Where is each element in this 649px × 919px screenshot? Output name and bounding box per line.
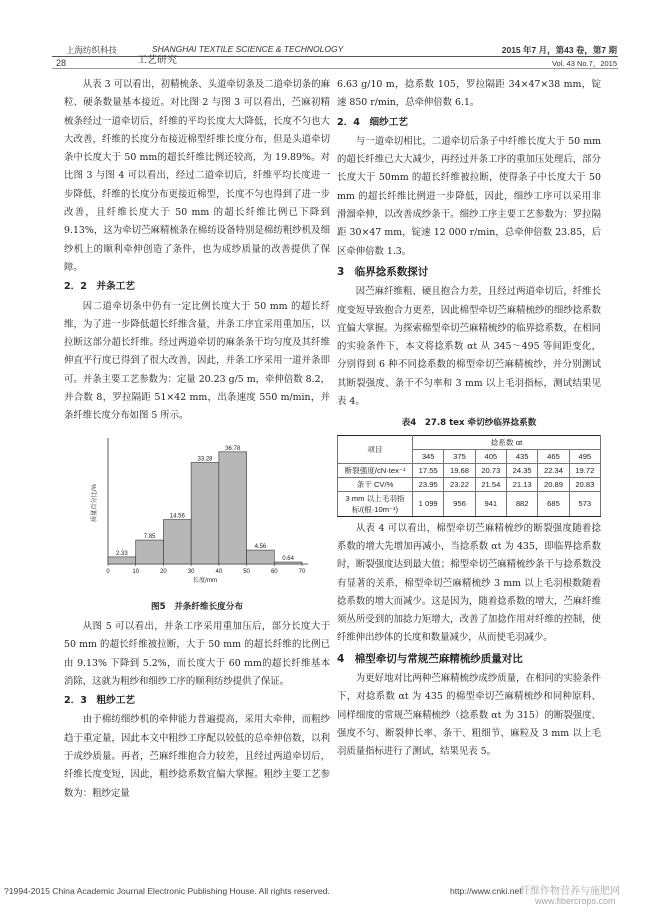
header-rule-thin bbox=[52, 68, 618, 69]
paragraph: 与一道牵切相比，二道牵切后条子中纤维长度大于 50 mm 的超长纤维已大大减少，再经过并条工序的重加压处理后，部分长度大于 50mm 的超长纤维被拉断，使得条子中长度大于 50 mm 的超长纤维比例进一步降低，因此，细纱工序可以采用非滑溜牵伸，以改善成纱条干。细纱工序主要工艺参数为：罗拉隔距 30×47 mm，锭速 12 000 r/min，总牵伸倍数 23.85，后区牵伸倍数 1.3。 bbox=[337, 135, 601, 257]
copyright-notice: ?1994-2015 China Academic Journal Electronic Publishing House. All rights reserved. bbox=[4, 886, 330, 896]
table-header-cell: 345 bbox=[413, 449, 444, 463]
twist-coefficient-table bbox=[337, 435, 601, 517]
x-tick-label: 70 bbox=[298, 568, 306, 575]
bar-value-label: 2.33 bbox=[116, 550, 128, 557]
x-tick-label: 40 bbox=[215, 568, 223, 575]
table-cell: 941 bbox=[475, 491, 506, 516]
table-title: 表4 27.8 tex 牵切纱临界捻系数 bbox=[401, 418, 537, 429]
table-cell: 24.35 bbox=[506, 463, 537, 477]
x-axis-label: 长度/mm bbox=[192, 576, 218, 584]
table-header-cell: 375 bbox=[444, 449, 475, 463]
bar bbox=[191, 462, 219, 564]
bar-value-label: 0.64 bbox=[282, 555, 294, 562]
table-cell: 20.73 bbox=[475, 463, 506, 477]
table-cell: 19.72 bbox=[569, 463, 600, 477]
section-name: 工艺研究 bbox=[137, 55, 177, 66]
paragraph: 因二道牵切条中仍有一定比例长度大于 50 mm 的超长纤维，为了进一步降低超长纤维含量，并条工序宜采用重加压，以拉断这部分超长纤维。经过两道牵切的麻条条干均匀度及其纤维伸直平行度已得到了很大改善，因此，并条工序采用一道并条即可。并条主要工艺参数为：定量 20.23 g/5 m，牵伸倍数 8.2，并合数 8，罗拉隔距 51×42 mm，出条速度 550 m/min，并条纤维长度分布如图 5 所示。 bbox=[64, 300, 330, 422]
figure-caption: 图5 并条纤维长度分布 bbox=[151, 601, 243, 612]
table-header-item: 项目 bbox=[338, 435, 413, 463]
paragraph: 为更好地对比两种苎麻精梳纱成纱质量，在相同的实验条件下，对捻系数 αt 为 435 的棉型牵切苎麻精梳纱和同种原料、同样细度的常规苎麻精梳纱（捻系数 αt 为 315）的断裂强度、强度不匀、断裂伸长率、条干、粗细节、麻粒及 3 mm 以上毛羽质量指标进行了测试，结果见表 5。 bbox=[337, 673, 601, 758]
table-header-cell: 465 bbox=[538, 449, 569, 463]
y-axis-label: 质量百分比/% bbox=[91, 483, 98, 522]
bar-value-label: 14.56 bbox=[169, 513, 185, 520]
row-label: 3 mm 以上毛羽指标/(根·10m⁻¹) bbox=[338, 491, 413, 516]
x-tick-label: 20 bbox=[160, 568, 167, 575]
bar-chart-figure-5 bbox=[64, 428, 330, 598]
watermark-text: 纤维作物营养与施肥网 bbox=[520, 886, 620, 897]
table-cell: 956 bbox=[444, 491, 475, 516]
x-tick-label: 30 bbox=[187, 568, 195, 575]
row-label: 条干 CV/% bbox=[338, 477, 413, 491]
bar-value-label: 33.28 bbox=[197, 456, 213, 463]
table-header-cell: 435 bbox=[506, 449, 537, 463]
paragraph: 因苎麻纤维粗、硬且抱合力差，且经过两道牵切后，纤维长度变短导致抱合力更差，因此棉型牵切苎麻精梳纱的细纱捻系数宜偏大掌握。为探索棉型牵切苎麻精梳纱的临界捻系数，在相同的实验条件下，本文将捻系数 αt 从 345～495 等间距变化，分别得到 6 种不同捻系数的棉型牵切苎麻精梳纱，并分别测试其断裂强度、条干不匀率和 3 mm 以上毛羽指标，测试结果见表 4。 bbox=[337, 286, 601, 408]
x-tick-label: 0 bbox=[106, 568, 110, 575]
section-heading-4: 4 棉型牵切与常规苎麻精梳纱质量对比 bbox=[337, 652, 523, 665]
table-cell: 20.83 bbox=[569, 477, 600, 491]
bar bbox=[136, 540, 164, 564]
table-cell: 19.68 bbox=[444, 463, 475, 477]
table-row bbox=[338, 491, 601, 516]
paragraph: 由于棉纺细纱机的牵伸能力普遍提高，采用大牵伸，而粗纱趋于重定量，因此本文中粗纱工序配以较低的总牵伸倍数，以利于成纱质量。再者，苎麻纤维抱合力较差，且经过两道牵切后，纤维长度变短，因此，粗纱捻系数宜偏大掌握。粗纱主要工艺参数为：粗纱定量 bbox=[64, 714, 330, 799]
journal-name-cn: 上海纺织科技 bbox=[66, 45, 118, 55]
table-cell: 23.95 bbox=[413, 477, 444, 491]
row-label: 断裂强度/cN·tex⁻¹ bbox=[338, 463, 413, 477]
table-cell: 21.13 bbox=[506, 477, 537, 491]
x-tick-label: 60 bbox=[270, 568, 278, 575]
table-header-cell: 405 bbox=[475, 449, 506, 463]
paragraph: 从图 5 可以看出，并条工序采用重加压后，部分长度大于 50 mm 的超长纤维被拉断，大于 50 mm 的超长纤维的比例已由 9.13% 下降到 5.2%，而长度大于 60 mm的超长纤维基本消除，这就为粗纱和细纱工序的顺利纺纱提供了保证。 bbox=[64, 620, 330, 687]
table-cell: 1 099 bbox=[413, 491, 444, 516]
bar bbox=[274, 562, 302, 564]
paragraph: 6.63 g/10 m，捻系数 105，罗拉隔距 34×47×38 mm，锭速 850 r/min，总牵伸倍数 6.1。 bbox=[337, 79, 601, 109]
bar bbox=[247, 550, 275, 564]
journal-name-en: SHANGHAI TEXTILE SCIENCE & TECHNOLOGY bbox=[152, 44, 344, 54]
watermark-url: www.fibercrops.com bbox=[535, 896, 616, 906]
table-cell: 882 bbox=[506, 491, 537, 516]
page-number: 28 bbox=[56, 58, 67, 68]
table-cell: 685 bbox=[538, 491, 569, 516]
table-cell: 20.89 bbox=[538, 477, 569, 491]
bar-value-label: 36.78 bbox=[225, 445, 241, 452]
table-row bbox=[338, 463, 601, 477]
table-cell: 573 bbox=[569, 491, 600, 516]
paragraph: 从表 3 可以看出，初精梳条、头道牵切条及二道牵切条的麻粒、硬条数量基本接近。对比图 2 与图 3 可以看出，苎麻初精梳条经过一道牵切后，纤维的平均长度大大降低，长度不匀也大大改善，纤维的长度分布接近棉型纤维长度分布，但是头道牵切条中长度大于 50 mm的超长纤维比例还较高，为 19.89%。对比图 3 与图 4 可以看出，经过二道牵切后，纤维平均长度进一步降低，纤维的长度分布更接近棉型，长度不匀也得到了进一步改善，且纤维长度大于 50 mm 的超长纤维比例已下降到 9.13%，这为牵切苎麻精梳条在棉纺设备特别是棉纺粗纱机及细纱机上的顺利牵伸创造了条件，也为成纱质量的改善提供了保障。 bbox=[64, 79, 330, 273]
bar-value-label: 7.85 bbox=[143, 533, 156, 540]
table-row bbox=[338, 477, 601, 491]
section-heading-2-3: 2．3 粗纱工艺 bbox=[64, 695, 135, 707]
table-cell: 21.54 bbox=[475, 477, 506, 491]
bar bbox=[108, 557, 136, 564]
bar bbox=[163, 519, 191, 563]
x-tick-label: 50 bbox=[243, 568, 250, 575]
table-header-cell: 495 bbox=[569, 449, 600, 463]
section-heading-3: 3 临界捻系数探讨 bbox=[337, 265, 429, 278]
bar bbox=[219, 451, 247, 563]
x-tick-label: 10 bbox=[132, 568, 140, 575]
section-heading-2-4: 2．4 细纱工艺 bbox=[337, 116, 408, 128]
table-cell: 23.22 bbox=[444, 477, 475, 491]
section-heading-2-2: 2．2 并条工艺 bbox=[64, 281, 135, 293]
table-cell: 17.55 bbox=[413, 463, 444, 477]
cnki-link[interactable]: http://www.cnki.net bbox=[450, 886, 522, 896]
left-column bbox=[64, 76, 330, 803]
issue-info-en: Vol. 43 No.7，2015 bbox=[551, 59, 617, 68]
issue-info-cn: 2015 年7 月，第43 卷，第7 期 bbox=[501, 45, 617, 55]
right-column bbox=[337, 76, 601, 762]
table-cell: 22.34 bbox=[538, 463, 569, 477]
paragraph: 从表 4 可以看出，棉型牵切苎麻精梳纱的断裂强度随着捻系数的增大先增加再减小，当捻系数 αt 为 435，即临界捻系数时，断裂强度达到最大值；棉型牵切苎麻精梳纱条干与捻系数没有显著的关系，棉型牵切苎麻精梳纱 3 mm 以上毛羽根数随着捻系数的增大而减少。这是因为，随着捻系数的增大，苎麻纤维须丛所受到的加捻力矩增大，改善了加捻作用对纤维的控制，使纤维伸出纱体的长度和数量减少，从而使毛羽减少。 bbox=[337, 522, 601, 644]
bar-value-label: 4.56 bbox=[254, 543, 267, 550]
table-header-twist: 捻系数 αt bbox=[413, 435, 601, 449]
